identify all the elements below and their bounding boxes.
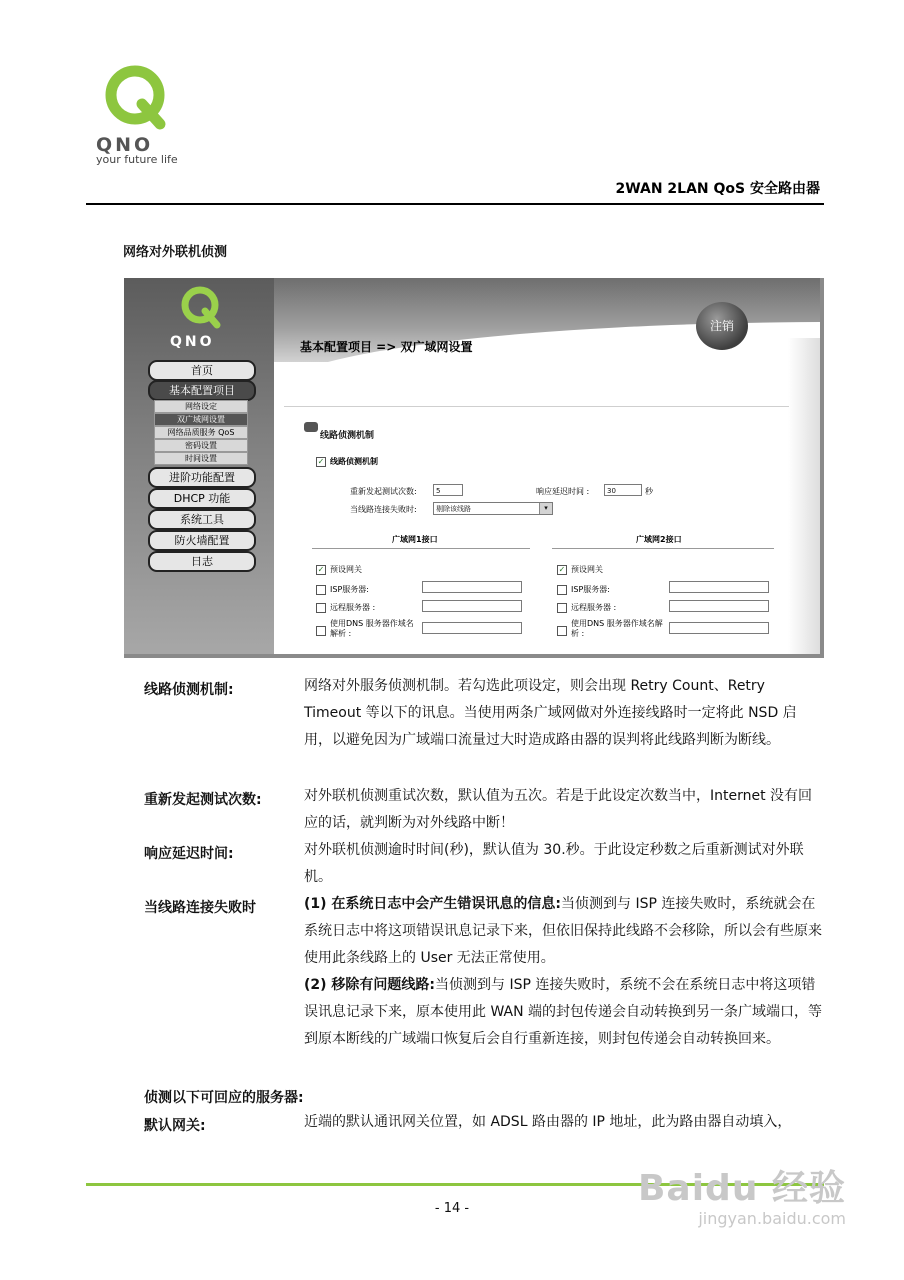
wan2-dns-label: 使用DNS 服务器作域名解析 : (571, 619, 663, 638)
fail-action-option-1-text: 当侦测到与 ISP 连接失败时，系统就会在系统日志中将这项错误讯息记录下来，但依旧保持此线路不会移除，所以会有些原来使用此条线路上的 User 无法正常使用。 (304, 896, 822, 966)
desc-default-gateway: 近端的默认通讯网关位置，如 ADSL 路由器的 IP 地址，此为路由器自动填入， (304, 1114, 792, 1130)
wan1-dns-label: 使用DNS 服务器作域名解析 : (330, 619, 414, 638)
nav-item-basic-config[interactable]: 基本配置项目 (148, 380, 256, 401)
nav-item-system-tools[interactable]: 系统工具 (148, 509, 256, 530)
subnav-item-time[interactable]: 时间设置 (154, 452, 248, 465)
wan1-gateway-checkbox[interactable]: ✓ (317, 565, 325, 574)
wan2-dns-checkbox[interactable] (557, 626, 567, 636)
desc-retry-count: 对外联机侦测重试次数，默认值为五次。若是于此设定次数当中，Internet 没有回应的话，就判断为对外线路中断！ (304, 788, 813, 831)
router-ui-screenshot (124, 278, 824, 658)
wan1-dns-input[interactable] (422, 622, 522, 634)
nsd-enable-checkbox[interactable]: ✓ (317, 457, 325, 466)
fail-action-option-1: (1) 在系统日志中会产生错误讯息的信息: (304, 896, 562, 912)
desc-fail-action-2 (304, 972, 824, 1053)
wan1-dns-checkbox[interactable] (316, 626, 326, 636)
wan2-isp-input[interactable] (669, 581, 769, 593)
fail-action-option-2-text: 当侦测到与 ISP 连接失败时，系统不会在系统日志中将这项错误讯息记录下来，原本使用此 WAN 端的封包传递会自动转换到另一条广域端口，等到原本断线的广域端口恢复后会自行重新连接，则封包传递会自动转换回来。 (304, 977, 823, 1047)
retry-timeout-input[interactable]: 30 (604, 484, 642, 496)
wan2-dns-input[interactable] (669, 622, 769, 634)
wan1-remote-input[interactable] (422, 600, 522, 612)
screenshot-logo-wordmark: QNO (170, 334, 215, 350)
page-number: - 14 - (434, 1201, 470, 1216)
term-default-gateway: 默认网关: (144, 1118, 206, 1134)
nav-item-advanced[interactable]: 进阶功能配置 (148, 467, 256, 488)
qno-logo-icon (178, 284, 224, 330)
wan1-isp-label: ISP服务器: (330, 585, 369, 594)
baidu-watermark (638, 1160, 846, 1228)
watermark-brand: Baidu 经验 (637, 1168, 846, 1209)
fail-action-value: 剔除该线路 (436, 505, 471, 513)
term-retry-timeout: 响应延迟时间: (144, 846, 234, 862)
subnav-item-qos[interactable]: 网络品质服务 QoS (154, 426, 248, 439)
subnav-item-dual-wan[interactable]: 双广域网设置 (154, 413, 248, 426)
subnav-item-network[interactable]: 网络设定 (154, 400, 248, 413)
desc-fail-action-1 (304, 891, 824, 972)
logo-wordmark: QNO (96, 134, 154, 156)
wan2-isp-checkbox[interactable] (557, 585, 567, 595)
fail-action-select[interactable] (433, 502, 553, 515)
wan1-isp-input[interactable] (422, 581, 522, 593)
wan1-title: 广域网1接口 (392, 535, 438, 544)
pane-title: 线路侦测机制 (320, 431, 375, 441)
wan1-divider (312, 548, 530, 549)
document-title: 2WAN 2LAN QoS 安全路由器 (615, 181, 820, 197)
wan1-isp-checkbox[interactable] (316, 585, 326, 595)
wan2-remote-label: 远程服务器 : (571, 603, 617, 612)
wan2-gateway-label: 预设网关 (571, 565, 603, 574)
breadcrumb: 基本配置项目 => 双广域网设置 (300, 340, 473, 354)
nsd-enable-label: 线路侦测机制 (330, 457, 378, 466)
nav-item-home[interactable]: 首页 (148, 360, 256, 381)
nav-item-dhcp[interactable]: DHCP 功能 (148, 488, 256, 509)
wan2-title: 广域网2接口 (636, 535, 682, 544)
chevron-down-icon[interactable]: ▾ (539, 503, 552, 514)
section-tab-icon (304, 422, 318, 432)
nav-item-firewall[interactable]: 防火墙配置 (148, 530, 256, 551)
subnav-item-password[interactable]: 密码设置 (154, 439, 248, 452)
wan2-isp-label: ISP服务器: (571, 585, 610, 594)
term-nsd: 线路侦测机制: (144, 682, 234, 698)
servers-heading: 侦测以下可回应的服务器: (144, 1090, 304, 1106)
wan1-remote-label: 远程服务器 : (330, 603, 376, 612)
wan2-divider (552, 548, 774, 549)
content-divider (284, 406, 789, 407)
header-divider (86, 203, 824, 205)
desc-nsd: 网络对外服务侦测机制。若勾选此项设定，则会出现 Retry Count、Retry Timeout 等以下的讯息。当使用两条广域网做对外连接线路时一定将此 NSD 启用，以避免因为广域端口流量过大时造成路由器的误判将此线路判断为断线。 (304, 678, 797, 748)
wan2-gateway-checkbox[interactable]: ✓ (558, 565, 566, 574)
watermark-url: jingyan.baidu.com (698, 1209, 846, 1228)
retry-count-input[interactable]: 5 (433, 484, 463, 496)
fail-action-option-2: (2) 移除有问题线路: (304, 977, 436, 993)
wan2-remote-checkbox[interactable] (557, 603, 567, 613)
term-retry-count: 重新发起测试次数: (144, 792, 262, 808)
logo-tagline: your future life (96, 153, 178, 166)
right-rail (788, 338, 824, 658)
retry-count-label: 重新发起测试次数: (350, 487, 417, 496)
retry-timeout-unit: 秒 (645, 487, 653, 496)
wan2-remote-input[interactable] (669, 600, 769, 612)
wan1-gateway-label: 预设网关 (330, 565, 362, 574)
section-heading: 网络对外联机侦测 (123, 245, 228, 260)
wan1-remote-checkbox[interactable] (316, 603, 326, 613)
fail-action-label: 当线路连接失败时: (350, 505, 417, 514)
desc-retry-timeout: 对外联机侦测逾时时间(秒)，默认值为 30.秒。于此设定秒数之后重新测试对外联机。 (304, 842, 804, 885)
nav-item-log[interactable]: 日志 (148, 551, 256, 572)
retry-timeout-label: 响应延迟时间 : (536, 487, 590, 496)
term-fail-action: 当线路连接失败时 (144, 900, 256, 916)
logout-button[interactable]: 注销 (696, 302, 748, 350)
qno-logo-icon (102, 62, 172, 132)
